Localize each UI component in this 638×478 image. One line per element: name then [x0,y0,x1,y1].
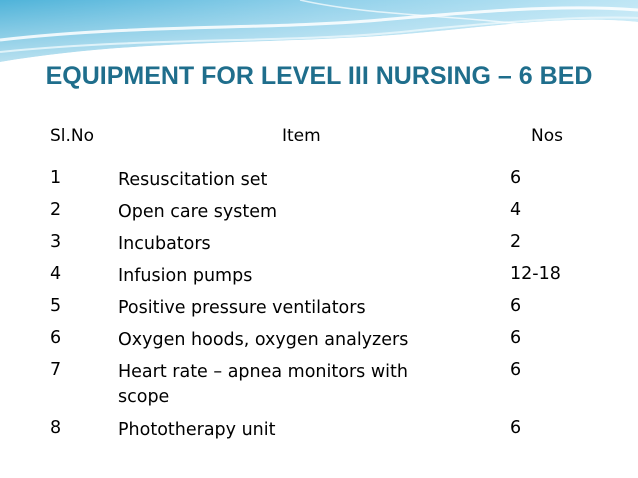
row-number: 6 [50,328,62,348]
row-quantity: 4 [510,200,522,220]
row-number: 4 [50,264,62,284]
row-quantity: 2 [510,232,522,252]
column-header-slno: Sl.No [50,126,95,146]
row-quantity: 12-18 [510,264,561,284]
column-header-nos: Nos [531,126,563,146]
row-number: 5 [50,296,62,316]
row-item: Incubators [118,234,211,254]
table-header-row [0,126,638,150]
row-item: Open care system [118,202,278,222]
row-item: Phototherapy unit [118,420,276,440]
row-item: Positive pressure ventilators [118,298,366,318]
wave-banner-decoration [0,0,638,70]
column-header-item: Item [282,126,321,146]
row-number: 1 [50,168,62,188]
row-item: Resuscitation set [118,170,268,190]
slide-title: EQUIPMENT FOR LEVEL III NURSING – 6 BED [45,62,593,90]
row-number: 3 [50,232,62,252]
row-quantity: 6 [510,328,522,348]
row-number: 8 [50,418,62,438]
row-quantity: 6 [510,168,522,188]
row-number: 2 [50,200,62,220]
row-quantity: 6 [510,360,522,380]
row-quantity: 6 [510,296,522,316]
row-item: Heart rate – apnea monitors with scope [118,362,408,407]
row-number: 7 [50,360,62,380]
row-item: Oxygen hoods, oxygen analyzers [118,330,409,350]
row-item: Infusion pumps [118,266,253,286]
row-quantity: 6 [510,418,522,438]
